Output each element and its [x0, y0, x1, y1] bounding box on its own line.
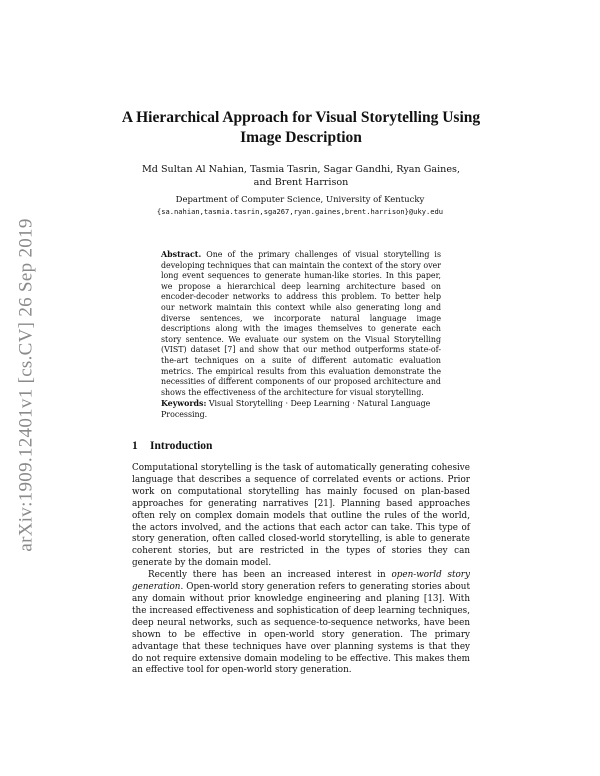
- department: Department of Computer Science, University of Kentucky: [175, 195, 425, 205]
- paragraph: Computational storytelling is the task of automatically generating cohesive language that describes a sequence of correlated events or actions. Prior work on computational storytelling has mainly focused on plan-based approaches for generating narratives [21]. Planning based approaches often rely on complex domain models that outline the rules of the world, the actors involved, and the actions that each actor can take. This type of story generation, often called closed-world storytelling, is able to generate coherent stories, but are restricted in the types of stories they can generate by the domain model.: [132, 463, 470, 569]
- email-list[interactable]: {sa.nahian,tasmia.tasrin,sga267,ryan.gaines,brent.harrison}@uky.edu: [156, 207, 444, 216]
- paragraph: [132, 570, 470, 677]
- paragraph-text: Recently there has been an increased interest in: [148, 570, 392, 581]
- keywords-text: Visual Storytelling · Deep Learning · Natural Language Processing.: [161, 399, 431, 419]
- author-list: Md Sultan Al Nahian, Tasmia Tasrin, Sagar Gandhi, Ryan Gaines, and Brent Harrison: [141, 164, 461, 188]
- section-heading: [132, 440, 472, 452]
- arxiv-stamp: [6, 200, 48, 570]
- abstract-label: Abstract.: [161, 250, 202, 259]
- keywords-label: Keywords:: [161, 399, 207, 408]
- keywords: [161, 399, 441, 420]
- section-title: Introduction: [150, 440, 213, 452]
- abstract-text: One of the primary challenges of visual storytelling is developing techniques that can maintain the context of the story over long event sequences to generate human-like stories. In this paper, we propose a hierarchical deep learning architecture based on encoder-decoder networks to address this problem. To better help our network maintain this context while also generating long and diverse sentences, we incorporate natural language image descriptions along with the images themselves to generate each story sentence. We evaluate our system on the Visual Storytelling (VIST) dataset [7] and show that our method outperforms state-of-the-art techniques on a suite of different automatic evaluation metrics. The empirical results from this evaluation demonstrate the necessities of different components of our proposed architecture and shows the effectiveness of the architecture for visual storytelling.: [161, 250, 441, 397]
- affiliation-block: [132, 194, 468, 218]
- emphasized-term: open-world story generation: [132, 570, 470, 593]
- section-number: 1: [132, 440, 138, 452]
- paper-title: A Hierarchical Approach for Visual Storytelling Using Image Description: [121, 109, 481, 146]
- introduction-body: [132, 463, 470, 677]
- arxiv-identifier[interactable]: arXiv:1909.12401v1 [cs.CV] 26 Sep 2019: [16, 218, 38, 552]
- abstract: [161, 250, 441, 398]
- paragraph-text: . Open-world story generation refers to generating stories about any domain without prior knowledge engineering and planing [13]. With the increased effectiveness and sophistication of deep learning techniques, deep neural networks, such as sequence-to-sequence networks, have been shown to be effective in open-world story generation. The primary advantage that these techniques have over planning systems is that they do not require extensive domain modeling to be effective. This makes them an effective tool for open-world story generation.: [132, 582, 470, 676]
